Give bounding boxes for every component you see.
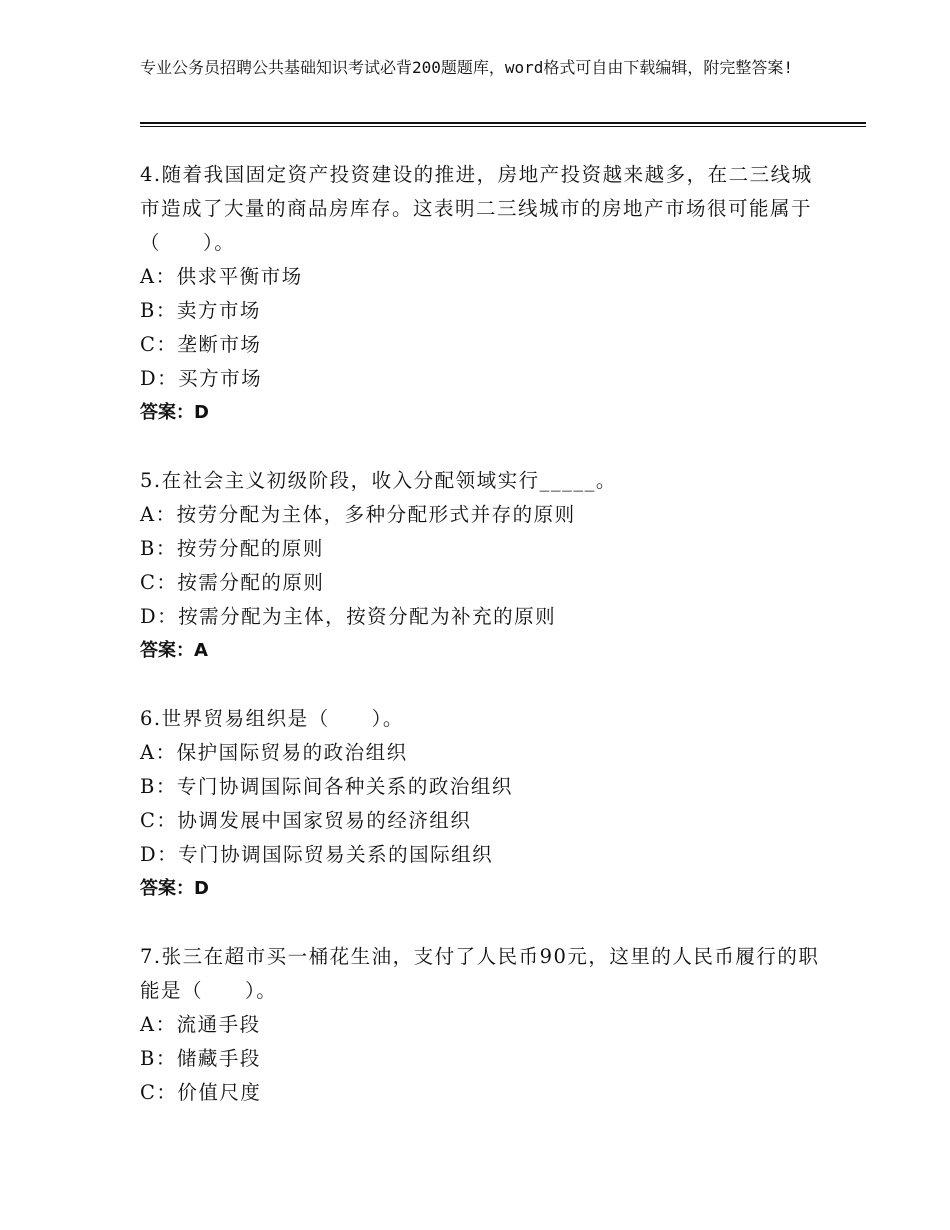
header-rule-thick — [140, 122, 866, 124]
document-header: 专业公务员招聘公共基础知识考试必背200题题库，word格式可自由下载编辑，附完整答案! — [140, 58, 794, 77]
option-a: A：供求平衡市场 — [140, 265, 303, 288]
question-4 — [140, 158, 820, 430]
option-c: C：协调发展中国家贸易的经济组织 — [140, 809, 472, 832]
question-list — [140, 158, 820, 1144]
question-stem: 7.张三在超市买一桶花生油，支付了人民币90元，这里的人民币履行的职能是（ ）。 — [140, 945, 820, 1002]
answer-label: 答案：D — [140, 402, 209, 423]
option-b: B：专门协调国际间各种关系的政治组织 — [140, 775, 513, 798]
question-stem: 4.随着我国固定资产投资建设的推进，房地产投资越来越多，在二三线城市造成了大量的商品房库存。这表明二三线城市的房地产市场很可能属于（ ）。 — [140, 163, 813, 254]
answer-label: 答案：A — [140, 640, 208, 661]
option-d: D：专门协调国际贸易关系的国际组织 — [140, 843, 494, 866]
question-6 — [140, 702, 820, 906]
header-rule-thin — [140, 126, 866, 127]
option-a: A：流通手段 — [140, 1013, 261, 1036]
option-c: C：按需分配的原则 — [140, 571, 325, 594]
question-stem: 6.世界贸易组织是（ ）。 — [140, 707, 404, 730]
option-d: D：按需分配为主体，按资分配为补充的原则 — [140, 605, 557, 628]
option-c: C：垄断市场 — [140, 333, 262, 356]
option-b: B：储藏手段 — [140, 1047, 261, 1070]
option-a: A：按劳分配为主体，多种分配形式并存的原则 — [140, 503, 576, 526]
option-c: C：价值尺度 — [140, 1081, 262, 1104]
option-d: D：买方市场 — [140, 367, 263, 390]
answer-label: 答案：D — [140, 878, 209, 899]
question-5 — [140, 464, 820, 668]
option-a: A：保护国际贸易的政治组织 — [140, 741, 408, 764]
option-b: B：卖方市场 — [140, 299, 261, 322]
question-stem: 5.在社会主义初级阶段，收入分配领域实行_____。 — [140, 469, 617, 492]
question-7 — [140, 940, 820, 1110]
option-b: B：按劳分配的原则 — [140, 537, 324, 560]
